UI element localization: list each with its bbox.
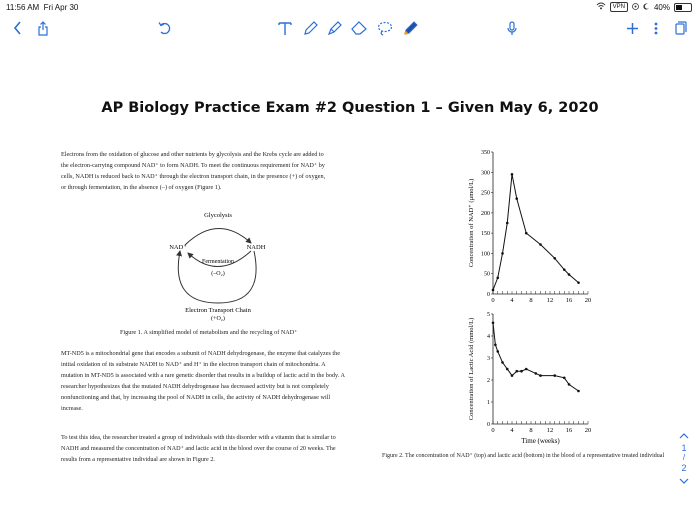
lactic-data-point	[496, 350, 499, 353]
more-button[interactable]	[651, 17, 661, 39]
lactic-data-point	[511, 374, 514, 377]
lactic-x-tick-label: 0	[491, 427, 495, 434]
figure2-caption: Figure 2. The concentration of NAD⁺ (top) and lactic acid (bottom) in the blood of a representative treated individual	[382, 453, 665, 459]
microphone-button[interactable]	[505, 17, 519, 39]
nad-y-tick-label: 300	[481, 170, 490, 177]
body-line: initial oxidation of its substrate NADH to NAD⁺ and H⁺ in the electron transport chain of mitochondria. A	[61, 361, 326, 368]
nad-data-point	[577, 281, 580, 284]
lactic-x-tick-label: 20	[584, 427, 592, 434]
lactic-y-tick-label: 0	[487, 422, 490, 428]
nad-series-line	[493, 174, 579, 290]
share-button[interactable]	[36, 17, 50, 39]
intro-line: the electron-carrying compound NAD⁺ to form NADH. To meet the continuous requirement for NAD⁺ by	[61, 162, 325, 169]
nad-data-point	[506, 222, 509, 225]
lactic-data-point	[520, 370, 523, 373]
highlighter-icon	[327, 21, 342, 36]
lactic-data-point	[553, 374, 556, 377]
nad-data-point	[563, 268, 566, 271]
status-time: 11:56 AM Fri Apr 30	[6, 3, 79, 12]
figure1-diagram	[150, 203, 310, 321]
color-picker-button[interactable]	[402, 17, 418, 39]
nad-y-tick-label: 50	[484, 271, 490, 278]
nad-data-point	[492, 289, 495, 292]
nad-y-tick-label: 350	[481, 150, 490, 156]
lasso-tool-button[interactable]	[376, 17, 394, 39]
current-page-number: 1	[681, 443, 687, 453]
nad-data-point	[496, 276, 499, 279]
back-button[interactable]	[10, 17, 24, 39]
glycolysis-arrow	[185, 228, 251, 245]
lactic-y-tick-label: 3	[487, 356, 490, 362]
eraser-tool-button[interactable]	[350, 17, 368, 39]
marker-color-icon	[403, 21, 418, 36]
body-line: increase.	[61, 405, 83, 412]
body-line: To test this idea, the researcher treated a group of individuals with this disorder with a vitamin that is similar to	[61, 434, 336, 441]
page-indicator	[678, 443, 690, 473]
nad-x-tick-label: 20	[584, 297, 592, 304]
nad-y-tick-label: 200	[481, 210, 490, 217]
highlighter-tool-button[interactable]	[326, 17, 342, 39]
lactic-y-tick-label: 1	[487, 400, 490, 406]
nad-y-tick-label: 150	[481, 231, 490, 238]
nad-data-point	[539, 243, 542, 246]
lactic-y-tick-label: 2	[487, 378, 490, 384]
pages-icon	[675, 21, 687, 35]
undo-icon	[158, 21, 172, 35]
intro-paragraph	[61, 149, 391, 193]
eraser-icon	[351, 21, 367, 35]
lactic-data-point	[506, 368, 509, 371]
lactic-data-point	[501, 361, 504, 364]
lactic-data-point	[494, 344, 497, 347]
lactic-y-tick-label: 4	[487, 334, 490, 340]
nad-y-tick-label: 0	[487, 292, 490, 298]
nad-y-tick-label: 100	[481, 251, 490, 258]
lactic-x-axis-label: Time (weeks)	[521, 437, 560, 445]
body-line: MT-ND5 is a mitochondrial gene that encodes a subunit of NADH dehydrogenase, the enzyme that catalyzes the	[61, 350, 340, 357]
lactic-x-tick-label: 12	[546, 427, 554, 434]
fermentation-oxygen-label: (–O₂)	[211, 271, 225, 277]
etc-oxygen-label: (+O₂)	[211, 316, 225, 321]
vpn-badge: VPN	[610, 2, 628, 12]
lactic-data-point	[539, 374, 542, 377]
location-icon	[632, 3, 639, 12]
lactic-data-point	[525, 368, 528, 371]
nad-x-tick-label: 0	[491, 297, 495, 304]
wifi-icon	[596, 2, 606, 12]
nad-data-point	[568, 273, 571, 276]
intro-line: cells, NADH is reduced back to NAD⁺ through the electron transport chain, in the presence (+) of oxygen,	[61, 173, 326, 180]
figure2-charts	[455, 146, 605, 446]
lactic-data-point	[492, 322, 495, 325]
nad-data-point	[525, 232, 528, 235]
intro-line: Electrons from the oxidation of glucose and other nutrients by glycolysis and the Krebs cycle are added to	[61, 151, 324, 158]
page-up-button[interactable]	[678, 431, 690, 441]
lactic-x-tick-label: 8	[529, 427, 533, 434]
battery-icon	[674, 3, 692, 12]
body-line: researcher hypothesizes that the mutated NADH dehydrogenase has decreased activity but is not completely	[61, 383, 329, 390]
status-bar	[0, 0, 700, 14]
chevron-up-icon	[679, 433, 689, 439]
nad-data-point	[553, 257, 556, 260]
chevron-left-icon	[13, 21, 22, 35]
lactic-series-line	[493, 323, 579, 391]
body-line: results from a representative individual are shown in Figure 2.	[61, 456, 215, 463]
lactic-data-point	[577, 390, 580, 393]
lactic-data-point	[534, 372, 537, 375]
nad-y-tick-label: 250	[481, 190, 490, 197]
lasso-icon	[377, 21, 393, 36]
status-icons	[596, 2, 692, 12]
body-line: nonfunctioning and that, by increasing the pool of NADH in cells, the activity of NADH dehydrogenase will	[61, 394, 331, 401]
lactic-y-tick-label: 5	[487, 312, 490, 318]
chevron-down-icon	[679, 478, 689, 484]
body-line: NADH and measured the concentration of NAD⁺ and lactic acid in the blood over the course of 20 weeks. The	[61, 445, 336, 452]
undo-button[interactable]	[157, 17, 173, 39]
battery-percent: 40%	[653, 2, 670, 12]
document-page	[0, 46, 700, 525]
page-divider: /	[682, 453, 686, 462]
lactic-data-point	[563, 377, 566, 380]
nad-x-tick-label: 8	[529, 297, 533, 304]
lactic-y-axis-label: Concentration of Lactic Acid (mmol/L)	[468, 317, 475, 421]
page-down-button[interactable]	[678, 476, 690, 486]
battery-level	[676, 5, 682, 10]
annotation-toolbar	[0, 14, 700, 44]
microphone-icon	[507, 21, 517, 36]
lactic-x-tick-label: 16	[565, 427, 573, 434]
nad-x-tick-label: 4	[510, 297, 514, 304]
more-vertical-icon	[654, 22, 658, 35]
total-page-number: 2	[681, 463, 687, 473]
nadh-label: NADH	[246, 244, 266, 251]
nad-x-tick-label: 12	[546, 297, 554, 304]
mt-nd5-paragraph	[61, 348, 391, 414]
nad-data-point	[511, 173, 514, 176]
experiment-paragraph	[61, 432, 391, 465]
page-title: AP Biology Practice Exam #2 Question 1 – Given May 6, 2020	[101, 100, 599, 116]
nad-label: NAD⁺	[169, 244, 187, 251]
moon-icon	[643, 3, 650, 12]
plus-icon	[626, 22, 639, 35]
share-icon	[37, 21, 49, 36]
figure1-caption: Figure 1. A simplified model of metabolism and the recycling of NAD⁺	[120, 329, 298, 336]
fermentation-label: Fermentation	[202, 259, 234, 265]
lactic-data-point	[568, 383, 571, 386]
pen-tool-button[interactable]	[302, 17, 318, 39]
glycolysis-label: Glycolysis	[204, 212, 232, 219]
etc-label: Electron Transport Chain	[185, 307, 251, 314]
lactic-data-point	[515, 370, 518, 373]
nad-data-point	[501, 252, 504, 255]
nad-x-tick-label: 16	[565, 297, 573, 304]
intro-line: or through fermentation, in the absence (–) of oxygen (Figure 1).	[61, 184, 222, 191]
add-button[interactable]	[625, 17, 639, 39]
text-tool-button[interactable]	[277, 17, 293, 39]
nad-data-point	[515, 197, 518, 200]
pen-icon	[303, 21, 318, 36]
pages-button[interactable]	[674, 17, 688, 39]
text-icon	[278, 21, 292, 36]
nad-y-axis-label: Concentration of NAD⁺ (µmol/L)	[468, 178, 475, 268]
body-line: mutation in MT-ND5 is associated with a rare genetic disorder that results in a buildup of lactic acid in the body. A	[61, 372, 345, 379]
lactic-x-tick-label: 4	[510, 427, 514, 434]
